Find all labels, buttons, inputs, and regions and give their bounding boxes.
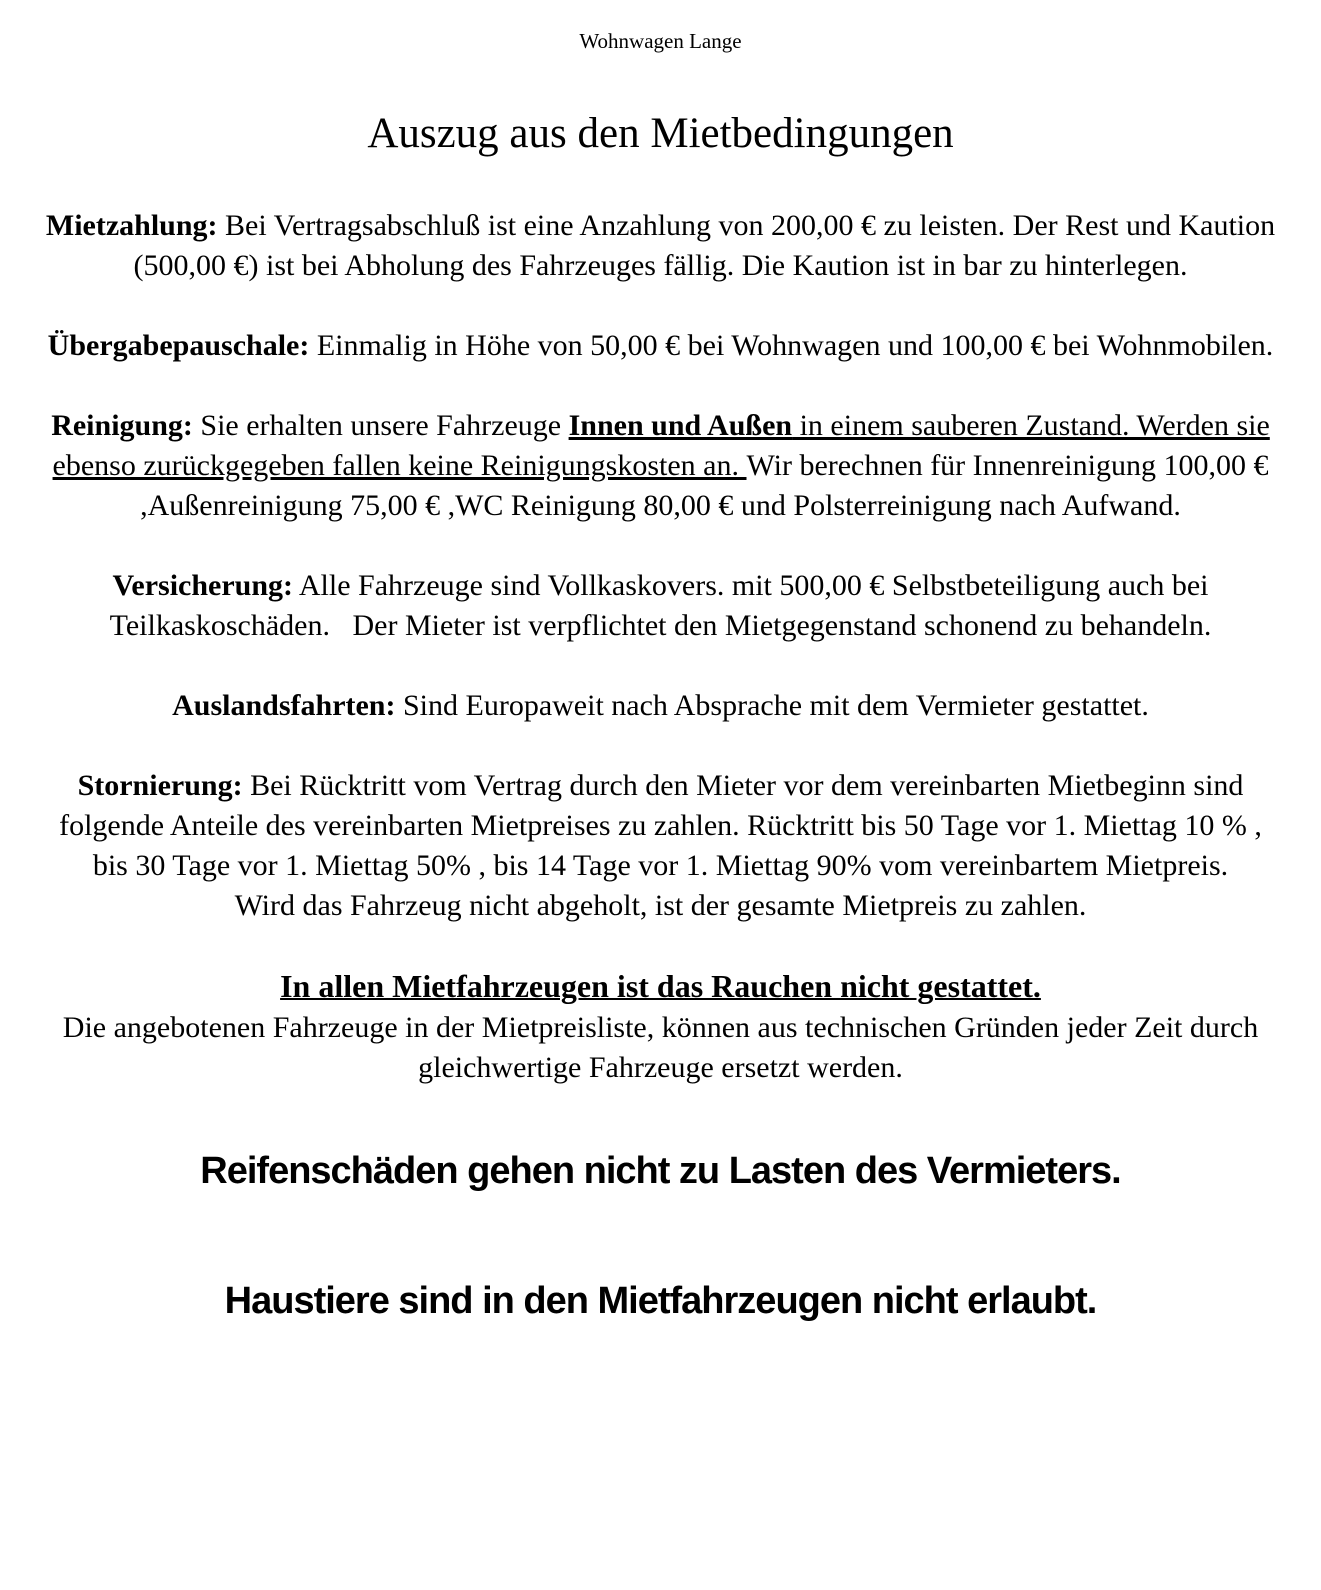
reinigung-underline: in einem sauberen Zustand. Werden sie ebenso zurückgegeben fallen keine Reinigungskosten an.: [52, 409, 1270, 482]
paragraph-reinigung: [24, 406, 1297, 526]
paragraph-versicherung: [24, 566, 1297, 646]
reinigung-bold-underline: Innen und Außen: [568, 409, 793, 442]
stornierung-line-2: bis 30 Tage vor 1. Miettag 50% , bis 14 Tage vor 1. Miettag 90% vom vereinbartem Mietpreis.: [92, 849, 1229, 882]
reinigung-label: Reinigung:: [51, 409, 193, 442]
versicherung-text: Alle Fahrzeuge sind Vollkaskovers. mit 500,00 € Selbstbeteiligung auch bei Teilkaskoschäden. Der Mieter ist verpflichtet den Mietgegenstand schonend zu behandeln.: [109, 569, 1212, 642]
mietzahlung-text: Bei Vertragsabschluß ist eine Anzahlung von 200,00 € zu leisten. Der Rest und Kaution (500,00 €) ist bei Abholung des Fahrzeuges fällig. Die Kaution ist in bar zu hinterlegen.: [133, 209, 1276, 282]
paragraph-mietzahlung: [24, 206, 1297, 286]
stornierung-line-3: Wird das Fahrzeug nicht abgeholt, ist der gesamte Mietpreis zu zahlen.: [234, 889, 1087, 922]
uebergabepauschale-label: Übergabepauschale:: [47, 329, 310, 362]
rauchen-text: Die angebotenen Fahrzeuge in der Mietpreisliste, können aus technischen Gründen jeder Zeit durch gleichwertige Fahrzeuge ersetzt werden.: [62, 1011, 1259, 1084]
stornierung-label: Stornierung:: [77, 769, 243, 802]
paragraph-uebergabepauschale: [24, 326, 1297, 366]
haustiere-notice: Haustiere sind in den Mietfahrzeugen nicht erlaubt.: [224, 1280, 1097, 1322]
paragraph-rauchen: [24, 966, 1297, 1088]
uebergabepauschale-text: Einmalig in Höhe von 50,00 € bei Wohnwagen und 100,00 € bei Wohnmobilen.: [309, 329, 1274, 362]
mietzahlung-label: Mietzahlung:: [45, 209, 218, 242]
auslandsfahrten-text: Sind Europaweit nach Absprache mit dem Vermieter gestattet.: [395, 689, 1149, 722]
paragraph-stornierung: [24, 766, 1297, 926]
versicherung-label: Versicherung:: [112, 569, 294, 602]
reifenschaeden-notice: Reifenschäden gehen nicht zu Lasten des Vermieters.: [200, 1150, 1121, 1192]
stornierung-line-1: Bei Rücktritt vom Vertrag durch den Mieter vor dem vereinbarten Mietbeginn sind folgende Anteile des vereinbarten Mietpreises zu zahlen. Rücktritt bis 50 Tage vor 1. Miettag 10 % ,: [59, 769, 1262, 842]
rauchen-heading: In allen Mietfahrzeugen ist das Rauchen nicht gestattet.: [280, 968, 1041, 1004]
reinigung-text-1: Sie erhalten unsere Fahrzeuge: [192, 409, 569, 442]
doc-header: Wohnwagen Lange: [579, 29, 742, 53]
auslandsfahrten-label: Auslandsfahrten:: [172, 689, 396, 722]
reinigung-text-2: Wir berechnen für Innenreinigung 100,00 € ,Außenreinigung 75,00 € ,WC Reinigung 80,00 € und Polsterreinigung nach Aufwand.: [140, 449, 1269, 522]
page-title: Auszug aus den Mietbedingungen: [367, 110, 954, 157]
paragraph-auslandsfahrten: [24, 686, 1297, 726]
